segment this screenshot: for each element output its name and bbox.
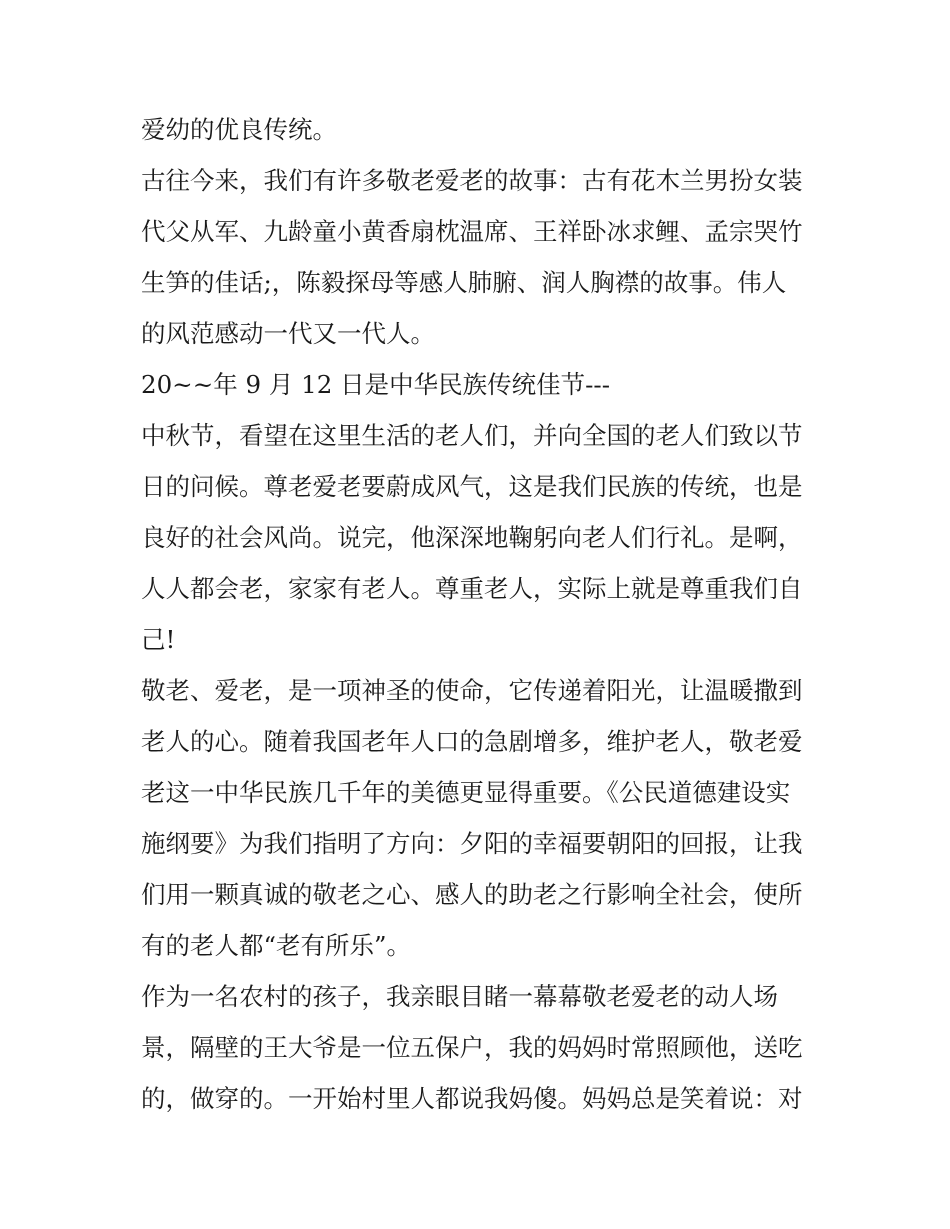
text-line: 生笋的佳话;，陈毅探母等感人肺腑、润人胸襟的故事。伟人 [141, 268, 787, 297]
text-line: 老这一中华民族几千年的美德更显得重要。《公民道德建设实 [141, 778, 791, 807]
text-line: 景，隔壁的王大爷是一位五保户，我的妈妈时常照顾他，送吃 [141, 1033, 803, 1062]
text-line: 的，做穿的。一开始村里人都说我妈傻。妈妈总是笑着说：对 [141, 1084, 803, 1113]
text-line: 施纲要》为我们指明了方向：夕阳的幸福要朝阳的回报，让我 [141, 829, 803, 858]
body-text [141, 104, 813, 1124]
text-line: 们用一颗真诚的敬老之心、感人的助老之行影响全社会，使所 [141, 880, 803, 909]
text-line: 中秋节，看望在这里生活的老人们，并向全国的老人们致以节 [141, 421, 803, 450]
text-line: 日的问候。尊老爱老要蔚成风气，这是我们民族的传统，也是 [141, 472, 803, 501]
text-line: 古往今来，我们有许多敬老爱老的故事：古有花木兰男扮女装 [141, 166, 803, 195]
text-line: 爱幼的优良传统。 [141, 115, 337, 144]
text-line: 20~~年 9 月 12 日是中华民族传统佳节--- [141, 370, 610, 399]
text-line: 良好的社会风尚。说完，他深深地鞠躬向老人们行礼。是啊， [141, 523, 803, 552]
text-line: 敬老、爱老，是一项神圣的使命，它传递着阳光，让温暖撒到 [141, 676, 803, 705]
text-line: 的风范感动一代又一代人。 [141, 319, 435, 348]
text-line: 己! [141, 625, 176, 654]
text-line: 有的老人都“老有所乐”。 [141, 931, 412, 960]
text-line: 老人的心。随着我国老年人口的急剧增多，维护老人，敬老爱 [141, 727, 803, 756]
text-line: 代父从军、九龄童小黄香扇枕温席、王祥卧冰求鲤、孟宗哭竹 [141, 217, 803, 246]
text-line: 作为一名农村的孩子，我亲眼目睹一幕幕敬老爱老的动人场 [141, 982, 778, 1011]
text-line: 人人都会老，家家有老人。尊重老人，实际上就是尊重我们自 [141, 574, 803, 603]
